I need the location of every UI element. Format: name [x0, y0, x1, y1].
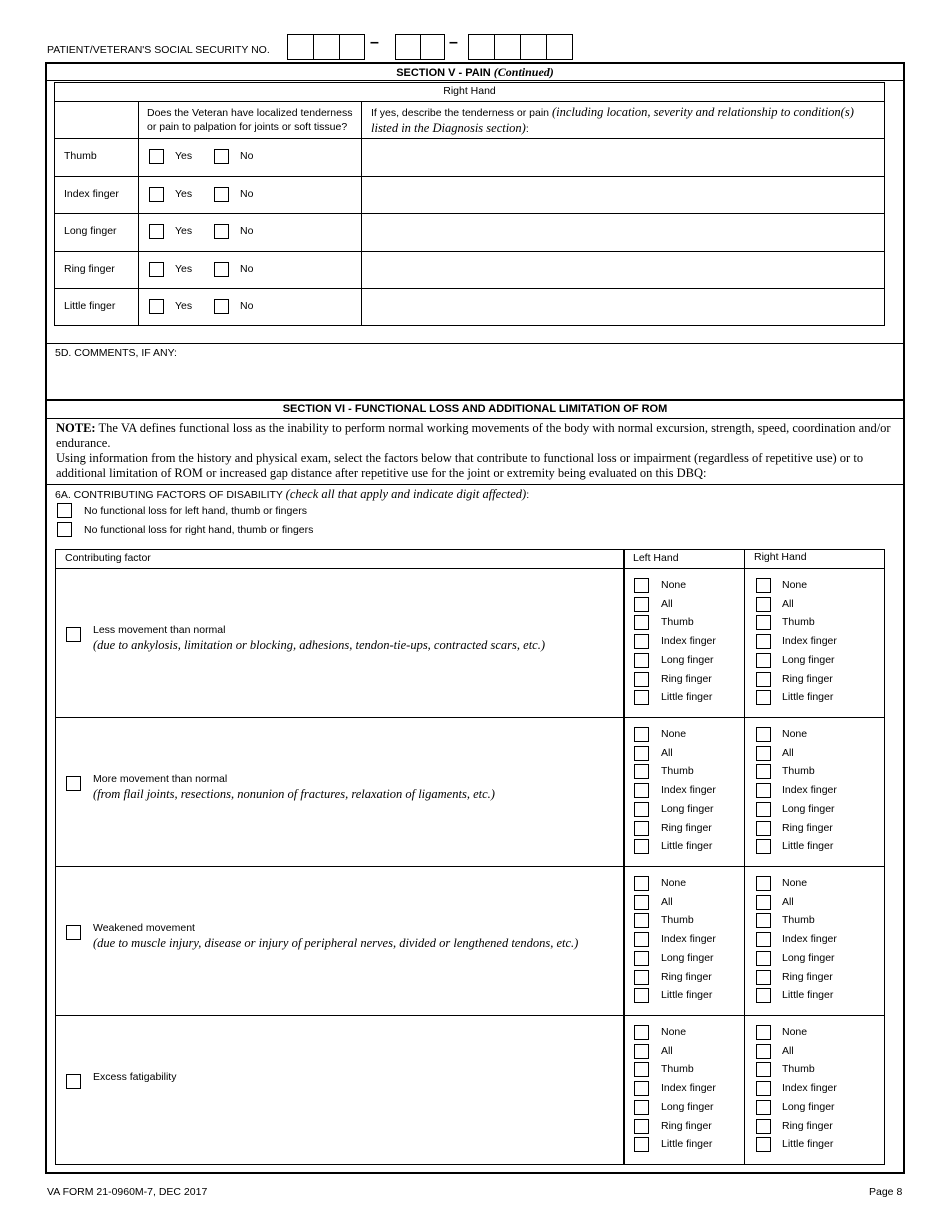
right-digit-label: Index finger: [782, 933, 837, 946]
pain-no-label: No: [240, 263, 254, 275]
pain-no-checkbox[interactable]: [214, 149, 229, 164]
section6-note: NOTE: The VA defines functional loss as the inability to perform normal working movements of the body with normal excursion, strength, speed, coordination and/or endurance. Using information from the history and physical exam, select the factors below that contribute to functional loss or impairment (regardless of repetitive use) or to additional limitation of ROM or increased gap distance after repetitive use for the joint or extremity being evaluated on this DBQ:: [56, 421, 891, 480]
pain-yes-checkbox[interactable]: [149, 187, 164, 202]
right-digit-label: Little finger: [782, 691, 834, 704]
factor-detail: (due to ankylosis, limitation or blocking, adhesions, tendon-tie-ups, contracted scars, etc.): [93, 638, 546, 652]
right-digit-checkbox[interactable]: [756, 970, 771, 985]
right-digit-checkbox[interactable]: [756, 802, 771, 817]
left-digit-label: Long finger: [661, 653, 714, 666]
left-digit-checkbox[interactable]: [634, 1137, 649, 1152]
no-loss-left-checkbox[interactable]: [57, 503, 72, 518]
right-digit-label: None: [782, 728, 808, 740]
ssn-dash-1: –: [370, 34, 379, 51]
left-digit-checkbox[interactable]: [634, 690, 649, 705]
factor-detail: (due to muscle injury, disease or injury of peripheral nerves, divided or lengthened tendons, etc.): [93, 936, 579, 950]
pain-yes-checkbox[interactable]: [149, 262, 164, 277]
right-digit-label: Little finger: [782, 1138, 834, 1151]
right-digit-label: Thumb: [782, 1063, 815, 1076]
right-digit-label: None: [782, 1026, 808, 1038]
right-digit-checkbox[interactable]: [756, 578, 771, 593]
right-digit-checkbox[interactable]: [756, 764, 771, 779]
left-digit-checkbox[interactable]: [634, 839, 649, 854]
pain-yes-label: Yes: [175, 188, 193, 200]
right-digit-checkbox[interactable]: [756, 932, 771, 947]
factor-checkbox[interactable]: [66, 1074, 81, 1089]
right-digit-checkbox[interactable]: [756, 783, 771, 798]
left-digit-label: All: [661, 895, 673, 908]
right-digit-label: Long finger: [782, 802, 835, 815]
right-digit-label: Index finger: [782, 1082, 837, 1095]
right-digit-label: Thumb: [782, 616, 815, 629]
factor-checkbox[interactable]: [66, 925, 81, 940]
left-digit-label: Long finger: [661, 951, 714, 964]
right-digit-label: Index finger: [782, 784, 837, 797]
right-digit-label: None: [782, 579, 808, 591]
right-digit-checkbox[interactable]: [756, 597, 771, 612]
pain-row-label: Long finger: [64, 225, 117, 237]
pain-yes-label: Yes: [175, 263, 193, 275]
right-digit-checkbox[interactable]: [756, 821, 771, 836]
left-digit-label: Thumb: [661, 914, 694, 927]
section6-title: SECTION VI - FUNCTIONAL LOSS AND ADDITIONAL LIMITATION OF ROM: [282, 403, 668, 415]
right-digit-checkbox[interactable]: [756, 1137, 771, 1152]
left-digit-checkbox[interactable]: [634, 1025, 649, 1040]
right-digit-label: None: [782, 877, 808, 889]
right-digit-checkbox[interactable]: [756, 653, 771, 668]
factor-title: Less movement than normal: [93, 624, 226, 636]
left-digit-checkbox[interactable]: [634, 653, 649, 668]
right-digit-label: Index finger: [782, 635, 837, 648]
left-digit-label: Index finger: [661, 635, 716, 648]
factor-label: [93, 772, 618, 803]
left-digit-label: Ring finger: [661, 821, 712, 834]
no-loss-left-label: No functional loss for left hand, thumb or fingers: [84, 505, 307, 517]
ssn-dash-2: –: [449, 34, 458, 51]
pain-no-label: No: [240, 225, 254, 237]
left-digit-label: None: [661, 1026, 687, 1038]
right-digit-checkbox[interactable]: [756, 1081, 771, 1096]
left-digit-checkbox[interactable]: [634, 932, 649, 947]
right-digit-checkbox[interactable]: [756, 615, 771, 630]
pain-no-label: No: [240, 300, 254, 312]
left-digit-label: All: [661, 597, 673, 610]
left-digit-checkbox[interactable]: [634, 783, 649, 798]
right-digit-checkbox[interactable]: [756, 727, 771, 742]
right-digit-label: All: [782, 1044, 794, 1057]
page-number: Page 8: [869, 1186, 903, 1198]
left-digit-label: Index finger: [661, 784, 716, 797]
left-digit-checkbox[interactable]: [634, 615, 649, 630]
right-digit-label: Ring finger: [782, 821, 833, 834]
left-digit-checkbox[interactable]: [634, 821, 649, 836]
left-digit-checkbox[interactable]: [634, 672, 649, 687]
left-digit-checkbox[interactable]: [634, 895, 649, 910]
pain-yes-checkbox[interactable]: [149, 149, 164, 164]
pain-yes-label: Yes: [175, 225, 193, 237]
left-digit-label: Ring finger: [661, 1119, 712, 1132]
left-digit-checkbox[interactable]: [634, 1044, 649, 1059]
right-digit-label: Long finger: [782, 1100, 835, 1113]
pain-no-checkbox[interactable]: [214, 299, 229, 314]
right-digit-label: Little finger: [782, 989, 834, 1002]
pain-yes-checkbox[interactable]: [149, 299, 164, 314]
left-digit-label: None: [661, 579, 687, 591]
right-digit-checkbox[interactable]: [756, 913, 771, 928]
right-digit-checkbox[interactable]: [756, 1100, 771, 1115]
right-digit-label: All: [782, 746, 794, 759]
factor-title: More movement than normal: [93, 773, 228, 785]
q6a-label: 6A. CONTRIBUTING FACTORS OF DISABILITY (check all that apply and indicate digit affected):: [55, 487, 530, 501]
pain-no-label: No: [240, 150, 254, 162]
left-digit-label: None: [661, 877, 687, 889]
right-digit-checkbox[interactable]: [756, 1062, 771, 1077]
pain-yes-label: Yes: [175, 300, 193, 312]
left-digit-checkbox[interactable]: [634, 1081, 649, 1096]
describe-header: If yes, describe the tenderness or pain (including location, severity and relationship to condition(s) listed in the Diagnosis section):: [371, 105, 854, 135]
right-digit-label: Thumb: [782, 914, 815, 927]
right-digit-checkbox[interactable]: [756, 1025, 771, 1040]
left-digit-checkbox[interactable]: [634, 913, 649, 928]
left-digit-checkbox[interactable]: [634, 597, 649, 612]
left-digit-checkbox[interactable]: [634, 727, 649, 742]
left-digit-checkbox[interactable]: [634, 988, 649, 1003]
factor-detail: (from flail joints, resections, nonunion of fractures, relaxation of ligaments, etc.): [93, 787, 495, 801]
left-digit-checkbox[interactable]: [634, 764, 649, 779]
pain-description-field[interactable]: [363, 290, 883, 324]
right-digit-label: Ring finger: [782, 672, 833, 685]
left-digit-label: Long finger: [661, 802, 714, 815]
pain-description-field[interactable]: [363, 140, 883, 174]
left-digit-checkbox[interactable]: [634, 970, 649, 985]
left-digit-checkbox[interactable]: [634, 802, 649, 817]
factor-label: [93, 623, 618, 654]
left-digit-label: Index finger: [661, 933, 716, 946]
no-loss-right-checkbox[interactable]: [57, 522, 72, 537]
right-digit-checkbox[interactable]: [756, 839, 771, 854]
right-digit-checkbox[interactable]: [756, 1119, 771, 1134]
right-digit-checkbox[interactable]: [756, 876, 771, 891]
tenderness-question: Does the Veteran have localized tenderness or pain to palpation for joints or soft tissue?: [147, 107, 353, 133]
col-right-hand: Right Hand: [754, 551, 807, 563]
right-digit-checkbox[interactable]: [756, 951, 771, 966]
left-digit-label: Little finger: [661, 989, 713, 1002]
right-digit-checkbox[interactable]: [756, 634, 771, 649]
left-digit-checkbox[interactable]: [634, 746, 649, 761]
pain-description-field[interactable]: [363, 178, 883, 212]
left-digit-checkbox[interactable]: [634, 951, 649, 966]
right-digit-checkbox[interactable]: [756, 1044, 771, 1059]
left-digit-label: Thumb: [661, 765, 694, 778]
left-digit-checkbox[interactable]: [634, 578, 649, 593]
right-digit-label: Long finger: [782, 653, 835, 666]
right-digit-label: Ring finger: [782, 1119, 833, 1132]
pain-yes-label: Yes: [175, 150, 193, 162]
factor-label: [93, 1070, 618, 1085]
ssn-label: PATIENT/VETERAN'S SOCIAL SECURITY NO.: [47, 44, 270, 56]
right-digit-label: Thumb: [782, 765, 815, 778]
left-digit-checkbox[interactable]: [634, 1062, 649, 1077]
left-digit-checkbox[interactable]: [634, 1100, 649, 1115]
right-digit-label: All: [782, 597, 794, 610]
right-digit-checkbox[interactable]: [756, 690, 771, 705]
right-digit-label: Ring finger: [782, 970, 833, 983]
left-digit-label: Ring finger: [661, 970, 712, 983]
col-contributing-factor: Contributing factor: [65, 552, 151, 564]
pain-row-label: Little finger: [64, 300, 116, 312]
left-digit-label: Little finger: [661, 1138, 713, 1151]
comments-label: 5D. COMMENTS, IF ANY:: [55, 347, 177, 359]
pain-description-field[interactable]: [363, 253, 883, 287]
right-hand-label: Right Hand: [443, 85, 496, 97]
right-digit-checkbox[interactable]: [756, 746, 771, 761]
left-digit-label: None: [661, 728, 687, 740]
left-digit-label: Thumb: [661, 1063, 694, 1076]
factor-checkbox[interactable]: [66, 776, 81, 791]
left-digit-label: Long finger: [661, 1100, 714, 1113]
right-digit-checkbox[interactable]: [756, 672, 771, 687]
pain-row-label: Index finger: [64, 188, 119, 200]
col-left-hand: Left Hand: [633, 552, 679, 564]
pain-no-label: No: [240, 188, 254, 200]
section5-title: SECTION V - PAIN (Continued): [396, 65, 554, 79]
left-digit-checkbox[interactable]: [634, 1119, 649, 1134]
left-digit-checkbox[interactable]: [634, 634, 649, 649]
factor-title: Excess fatigability: [93, 1071, 177, 1083]
left-digit-label: Index finger: [661, 1082, 716, 1095]
pain-row-label: Ring finger: [64, 263, 115, 275]
pain-yes-checkbox[interactable]: [149, 224, 164, 239]
left-digit-label: Little finger: [661, 691, 713, 704]
pain-no-checkbox[interactable]: [214, 262, 229, 277]
left-digit-label: Ring finger: [661, 672, 712, 685]
right-digit-label: Long finger: [782, 951, 835, 964]
no-loss-right-label: No functional loss for right hand, thumb or fingers: [84, 524, 314, 536]
factor-label: [93, 921, 618, 952]
left-digit-checkbox[interactable]: [634, 876, 649, 891]
pain-description-field[interactable]: [363, 215, 883, 249]
factor-checkbox[interactable]: [66, 627, 81, 642]
right-digit-label: All: [782, 895, 794, 908]
left-digit-label: Little finger: [661, 840, 713, 853]
comments-field[interactable]: [55, 362, 895, 398]
factor-title: Weakened movement: [93, 922, 195, 934]
left-digit-label: Thumb: [661, 616, 694, 629]
pain-no-checkbox[interactable]: [214, 224, 229, 239]
left-digit-label: All: [661, 1044, 673, 1057]
right-digit-checkbox[interactable]: [756, 988, 771, 1003]
left-digit-label: All: [661, 746, 673, 759]
pain-row-label: Thumb: [64, 150, 97, 162]
right-digit-checkbox[interactable]: [756, 895, 771, 910]
right-digit-label: Little finger: [782, 840, 834, 853]
form-id: VA FORM 21-0960M-7, DEC 2017: [47, 1186, 208, 1198]
pain-no-checkbox[interactable]: [214, 187, 229, 202]
